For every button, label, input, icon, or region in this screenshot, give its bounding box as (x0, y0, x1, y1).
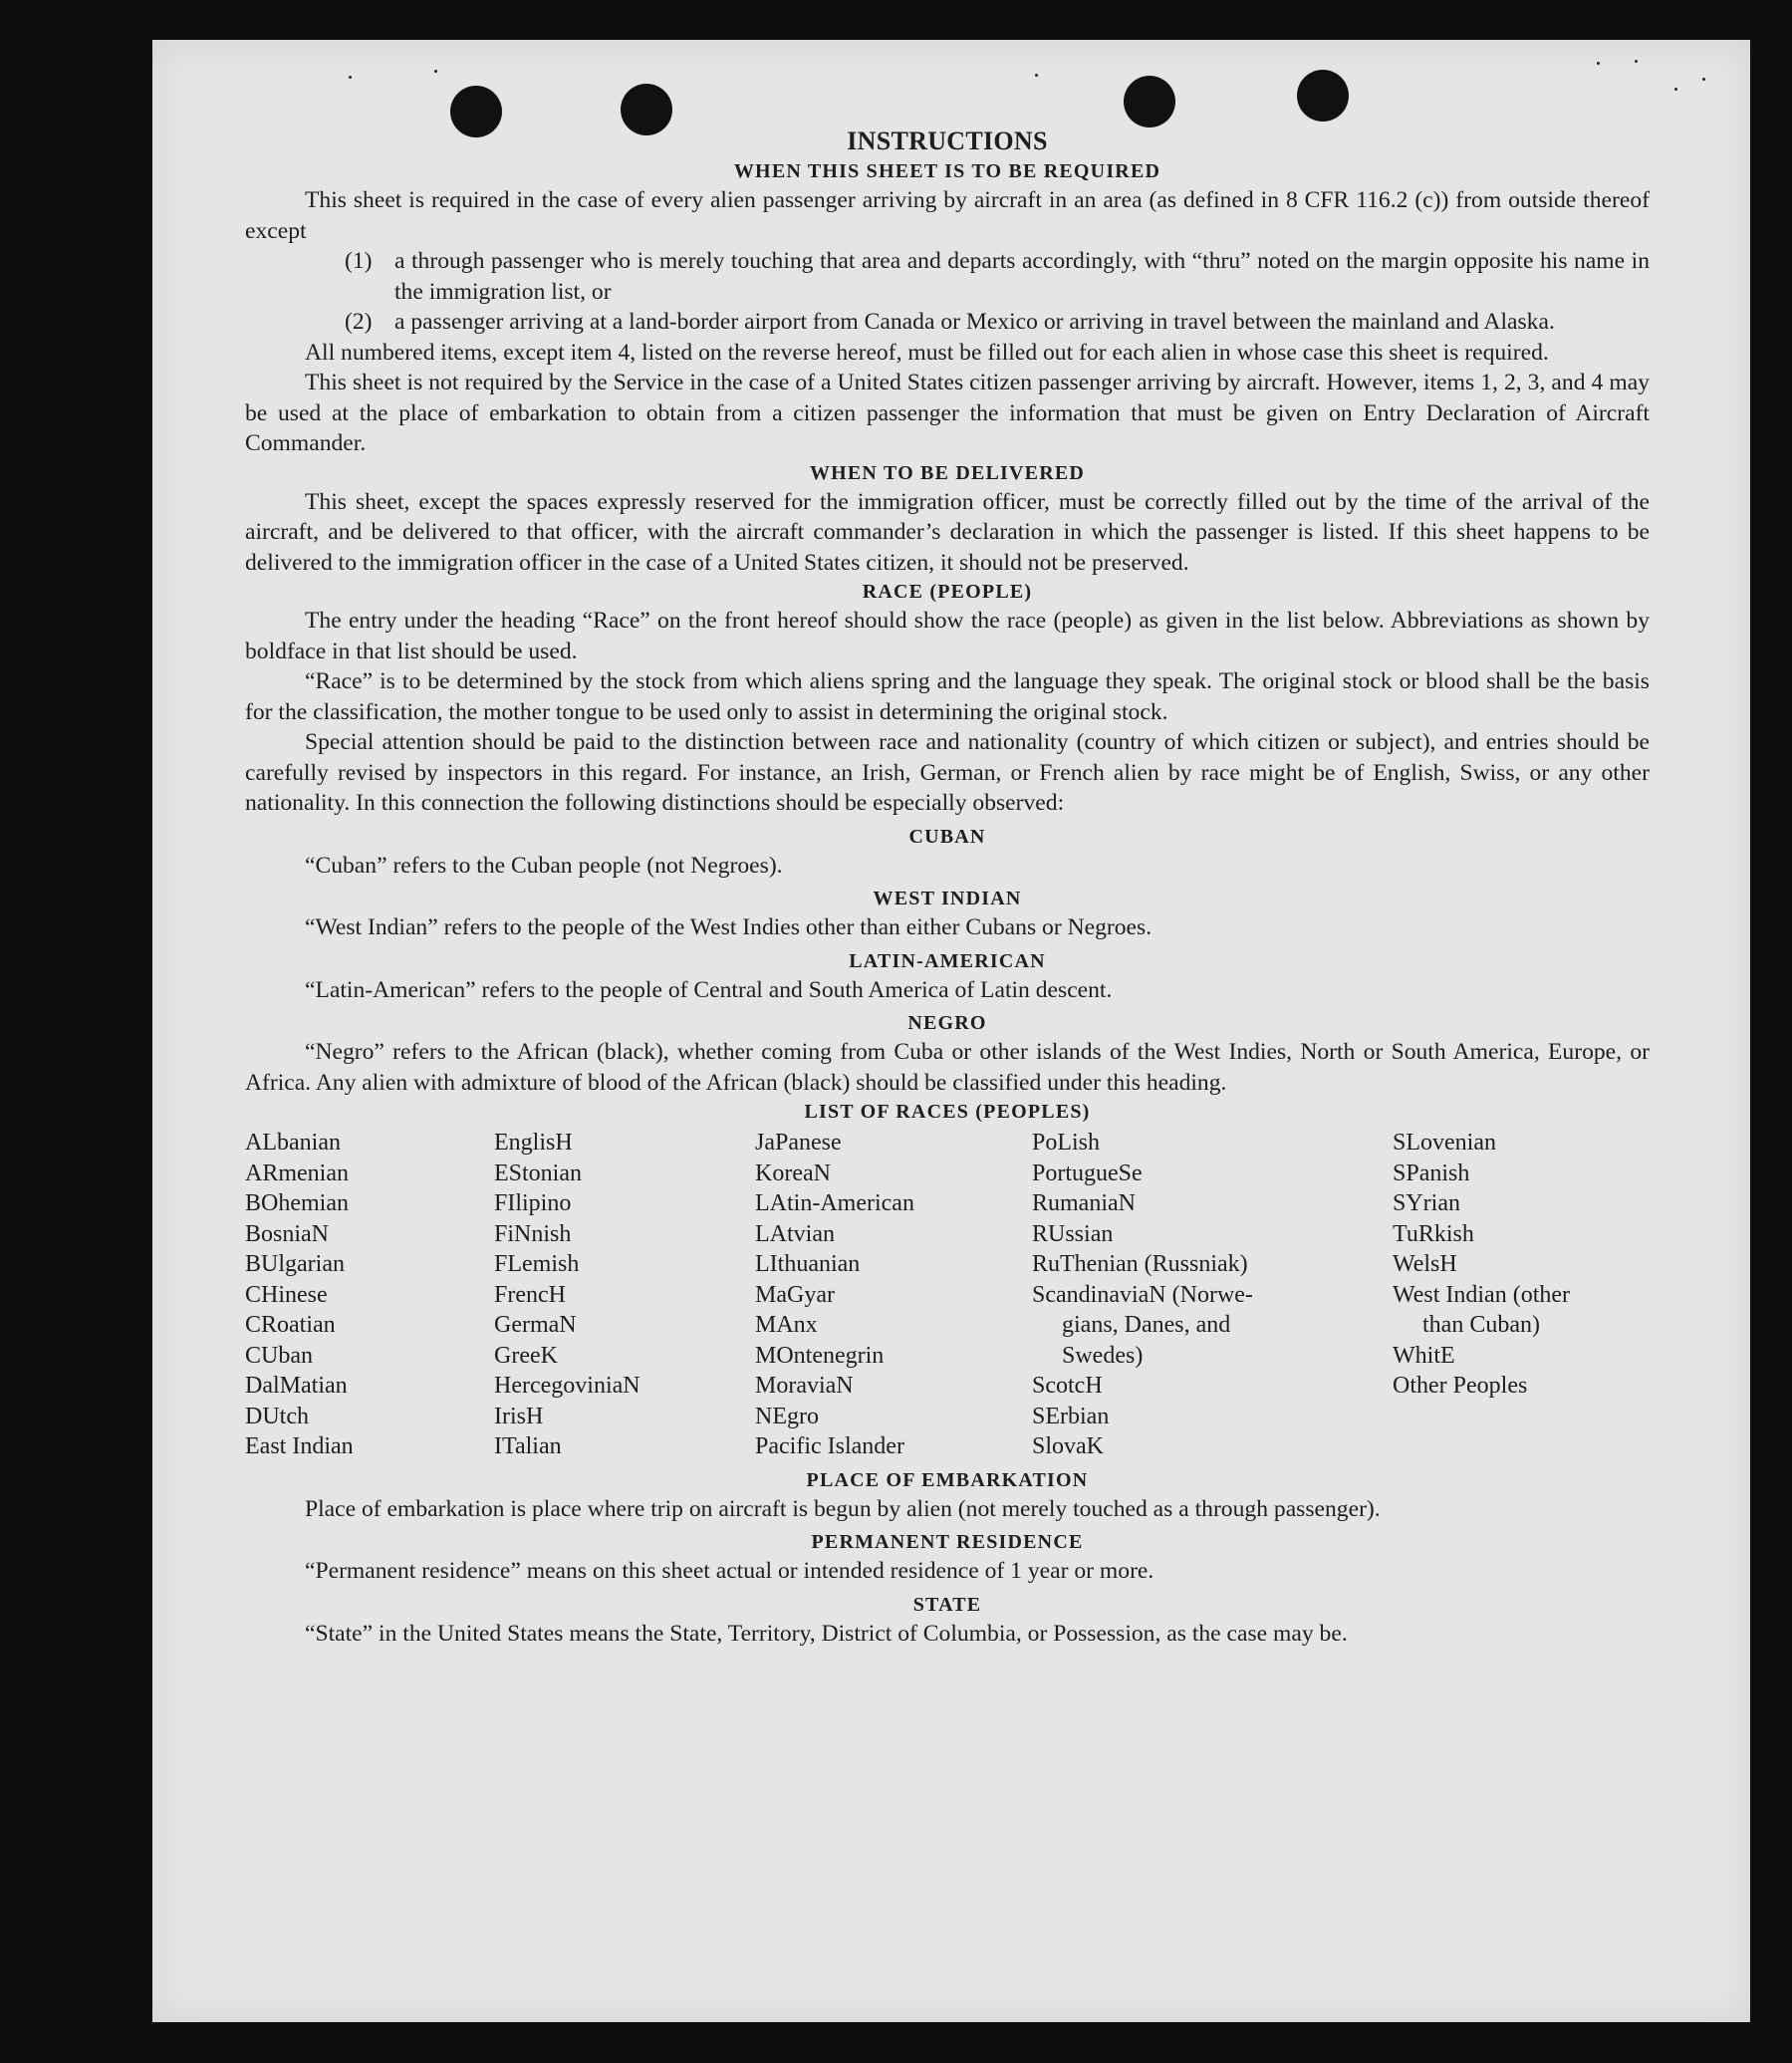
race-entry: BOhemian (245, 1190, 349, 1216)
race-entry: ITalian (494, 1433, 562, 1459)
race-entry: GreeK (494, 1342, 558, 1369)
races-list (245, 1128, 1650, 1462)
race-entry: HercegoviniaN (494, 1373, 640, 1399)
race-entry: LAtvian (755, 1220, 835, 1247)
exception-number: (1) (345, 248, 373, 274)
when-required-intro: This sheet is required in the case of every alien passenger arriving by aircraft in an area (as defined in 8 CFR 116.2 (c)) from outside thereof except (245, 187, 1650, 244)
race-entry: DUtch (245, 1403, 309, 1429)
race-entry: JaPanese (755, 1130, 842, 1156)
speck (1597, 62, 1600, 65)
negro-text: “Negro” refers to the African (black), whether coming from Cuba or other islands of the West Indies, North or South America, Europe, or Africa. Any alien with admixture of blood of the African (black) should be classified under this heading. (245, 1039, 1650, 1096)
state-text: “State” in the United States means the State, Territory, District of Columbia, or Possession, as the case may be. (305, 1620, 1348, 1647)
race-entry: EnglisH (494, 1130, 573, 1156)
race-entry: SPanish (1393, 1160, 1470, 1186)
exception-item (345, 307, 1650, 338)
section-heading-permanent-residence: PERMANENT RESIDENCE (811, 1531, 1084, 1553)
race-entry: DalMatian (245, 1373, 348, 1399)
section-heading-when-required: WHEN THIS SHEET IS TO BE REQUIRED (733, 160, 1161, 182)
section-heading-race: RACE (PEOPLE) (862, 581, 1033, 603)
latin-american-text: “Latin-American” refers to the people of Central and South America of Latin descent. (305, 976, 1113, 1003)
race-paragraph-1: The entry under the heading “Race” on the front hereof should show the race (people) as given in the list below. Abbreviations as shown by boldface in that list should be used. (245, 608, 1650, 664)
punch-hole (1124, 76, 1175, 128)
races-column (1393, 1128, 1650, 1462)
race-entry: CHinese (245, 1281, 328, 1308)
section-heading-west-indian: WEST INDIAN (873, 888, 1022, 909)
race-entry: SlovaK (1032, 1433, 1104, 1459)
citizen-passenger-paragraph: This sheet is not required by the Service in the case of a United States citizen passenger arriving by aircraft. However, items 1, 2, 3, and 4 may be used at the place of embarkation to obtain from a citizen passenger the information that must be given on Entry Declaration of Aircraft Commander. (245, 370, 1650, 456)
race-entry: FrencH (494, 1281, 566, 1308)
race-entry: EStonian (494, 1160, 582, 1186)
speck (434, 70, 437, 73)
exception-text: a passenger arriving at a land-border airport from Canada or Mexico or arriving in travel between the mainland and Alaska. (394, 309, 1555, 335)
race-entry-continuation: gians, Danes, and (1062, 1312, 1231, 1338)
speck (1635, 60, 1638, 63)
race-entry: MoraviaN (755, 1373, 854, 1399)
race-entry: CRoatian (245, 1312, 336, 1338)
race-entry: KoreaN (755, 1160, 831, 1186)
race-entry: BosniaN (245, 1220, 329, 1247)
race-entry: East Indian (245, 1433, 354, 1459)
numbered-items-paragraph: All numbered items, except item 4, listed on the reverse hereof, must be filled out for each alien in whose case this sheet is required. (305, 339, 1549, 366)
race-entry: FLemish (494, 1251, 580, 1277)
race-entry: SYrian (1393, 1190, 1460, 1216)
speck (349, 76, 352, 79)
place-of-embarkation-text: Place of embarkation is place where trip on aircraft is begun by alien (not merely touched as a through passenger). (305, 1495, 1381, 1522)
race-entry: GermaN (494, 1312, 577, 1338)
race-entry: RumaniaN (1032, 1190, 1136, 1216)
race-entry: TuRkish (1393, 1220, 1474, 1247)
cuban-text: “Cuban” refers to the Cuban people (not Negroes). (305, 852, 783, 879)
race-entry: MOntenegrin (755, 1342, 885, 1369)
race-entry: MaGyar (755, 1281, 835, 1308)
race-entry: SErbian (1032, 1403, 1110, 1429)
section-heading-cuban: CUBAN (908, 825, 986, 848)
race-entry: LIthuanian (755, 1251, 861, 1277)
race-entry: ARmenian (245, 1160, 349, 1186)
punch-hole (1297, 70, 1349, 122)
race-entry: SLovenian (1393, 1130, 1496, 1156)
race-entry: LAtin-American (755, 1190, 914, 1216)
speck (1674, 88, 1677, 91)
race-entry: WhitE (1393, 1342, 1455, 1369)
west-indian-text: “West Indian” refers to the people of the West Indies other than either Cubans or Negroes. (305, 914, 1152, 940)
race-entry: ALbanian (245, 1130, 341, 1156)
race-entry: ScandinaviaN (Norwe- (1032, 1281, 1253, 1308)
race-entry: CUban (245, 1342, 313, 1369)
section-heading-latin-american: LATIN-AMERICAN (849, 949, 1046, 972)
race-entry-continuation: Swedes) (1062, 1342, 1144, 1369)
race-entry: RuThenian (Russniak) (1032, 1251, 1248, 1277)
race-paragraph-3: Special attention should be paid to the distinction between race and nationality (country of which citizen or subject), and entries should be carefully revised by inspectors in this regard. For instance, an Irish, German, or French alien by race might be of English, Swiss, or any other nationality. In this connection the following distinctions should be especially observed: (245, 729, 1650, 816)
race-entry: FiNnish (494, 1220, 572, 1247)
race-entry: Pacific Islander (755, 1433, 904, 1459)
race-entry: BUlgarian (245, 1251, 345, 1277)
race-entry: FIlipino (494, 1190, 572, 1216)
race-entry: West Indian (other (1393, 1281, 1571, 1308)
exception-text: a through passenger who is merely touching that area and departs accordingly, with “thru” noted on the margin opposite his name in the immigration list, or (394, 248, 1650, 305)
race-entry: NEgro (755, 1403, 819, 1429)
race-entry-continuation: than Cuban) (1422, 1312, 1540, 1338)
section-heading-when-delivered: WHEN TO BE DELIVERED (809, 461, 1086, 484)
races-column (755, 1128, 1032, 1462)
race-entry: WelsH (1393, 1251, 1457, 1277)
instructions-content (245, 124, 1650, 1649)
race-entry: PoLish (1032, 1130, 1101, 1156)
section-heading-state: STATE (912, 1593, 982, 1616)
section-heading-place-of-embarkation: PLACE OF EMBARKATION (806, 1468, 1089, 1491)
race-entry: MAnx (755, 1312, 818, 1338)
speck (1702, 78, 1705, 81)
exception-number: (2) (345, 309, 373, 335)
when-delivered-text: This sheet, except the spaces expressly reserved for the immigration officer, must be correctly filled out by the time of the arrival of the aircraft, and be delivered to that officer, with the aircraft commander’s declaration in which the passenger is listed. If this sheet happens to be delivered to the immigration officer in the case of a United States citizen, it should not be preserved. (245, 488, 1650, 576)
races-column (494, 1128, 755, 1462)
race-entry: Other Peoples (1393, 1373, 1528, 1399)
page-title: INSTRUCTIONS (847, 127, 1048, 155)
race-entry: IrisH (494, 1403, 544, 1429)
section-heading-list-of-races: LIST OF RACES (PEOPLES) (804, 1101, 1091, 1123)
speck (1035, 74, 1038, 77)
section-heading-negro: NEGRO (907, 1012, 987, 1034)
races-column (245, 1128, 494, 1462)
races-column (1032, 1128, 1393, 1462)
race-paragraph-2: “Race” is to be determined by the stock from which aliens spring and the language they speak. The original stock or blood shall be the basis for the classification, the mother tongue to be used only to assist in determining the original stock. (245, 668, 1650, 725)
race-entry: RUssian (1032, 1220, 1114, 1247)
race-entry: ScotcH (1032, 1373, 1103, 1399)
exception-item (345, 246, 1650, 307)
race-entry: PortugueSe (1032, 1160, 1143, 1186)
permanent-residence-text: “Permanent residence” means on this sheet actual or intended residence of 1 year or more. (305, 1558, 1154, 1584)
